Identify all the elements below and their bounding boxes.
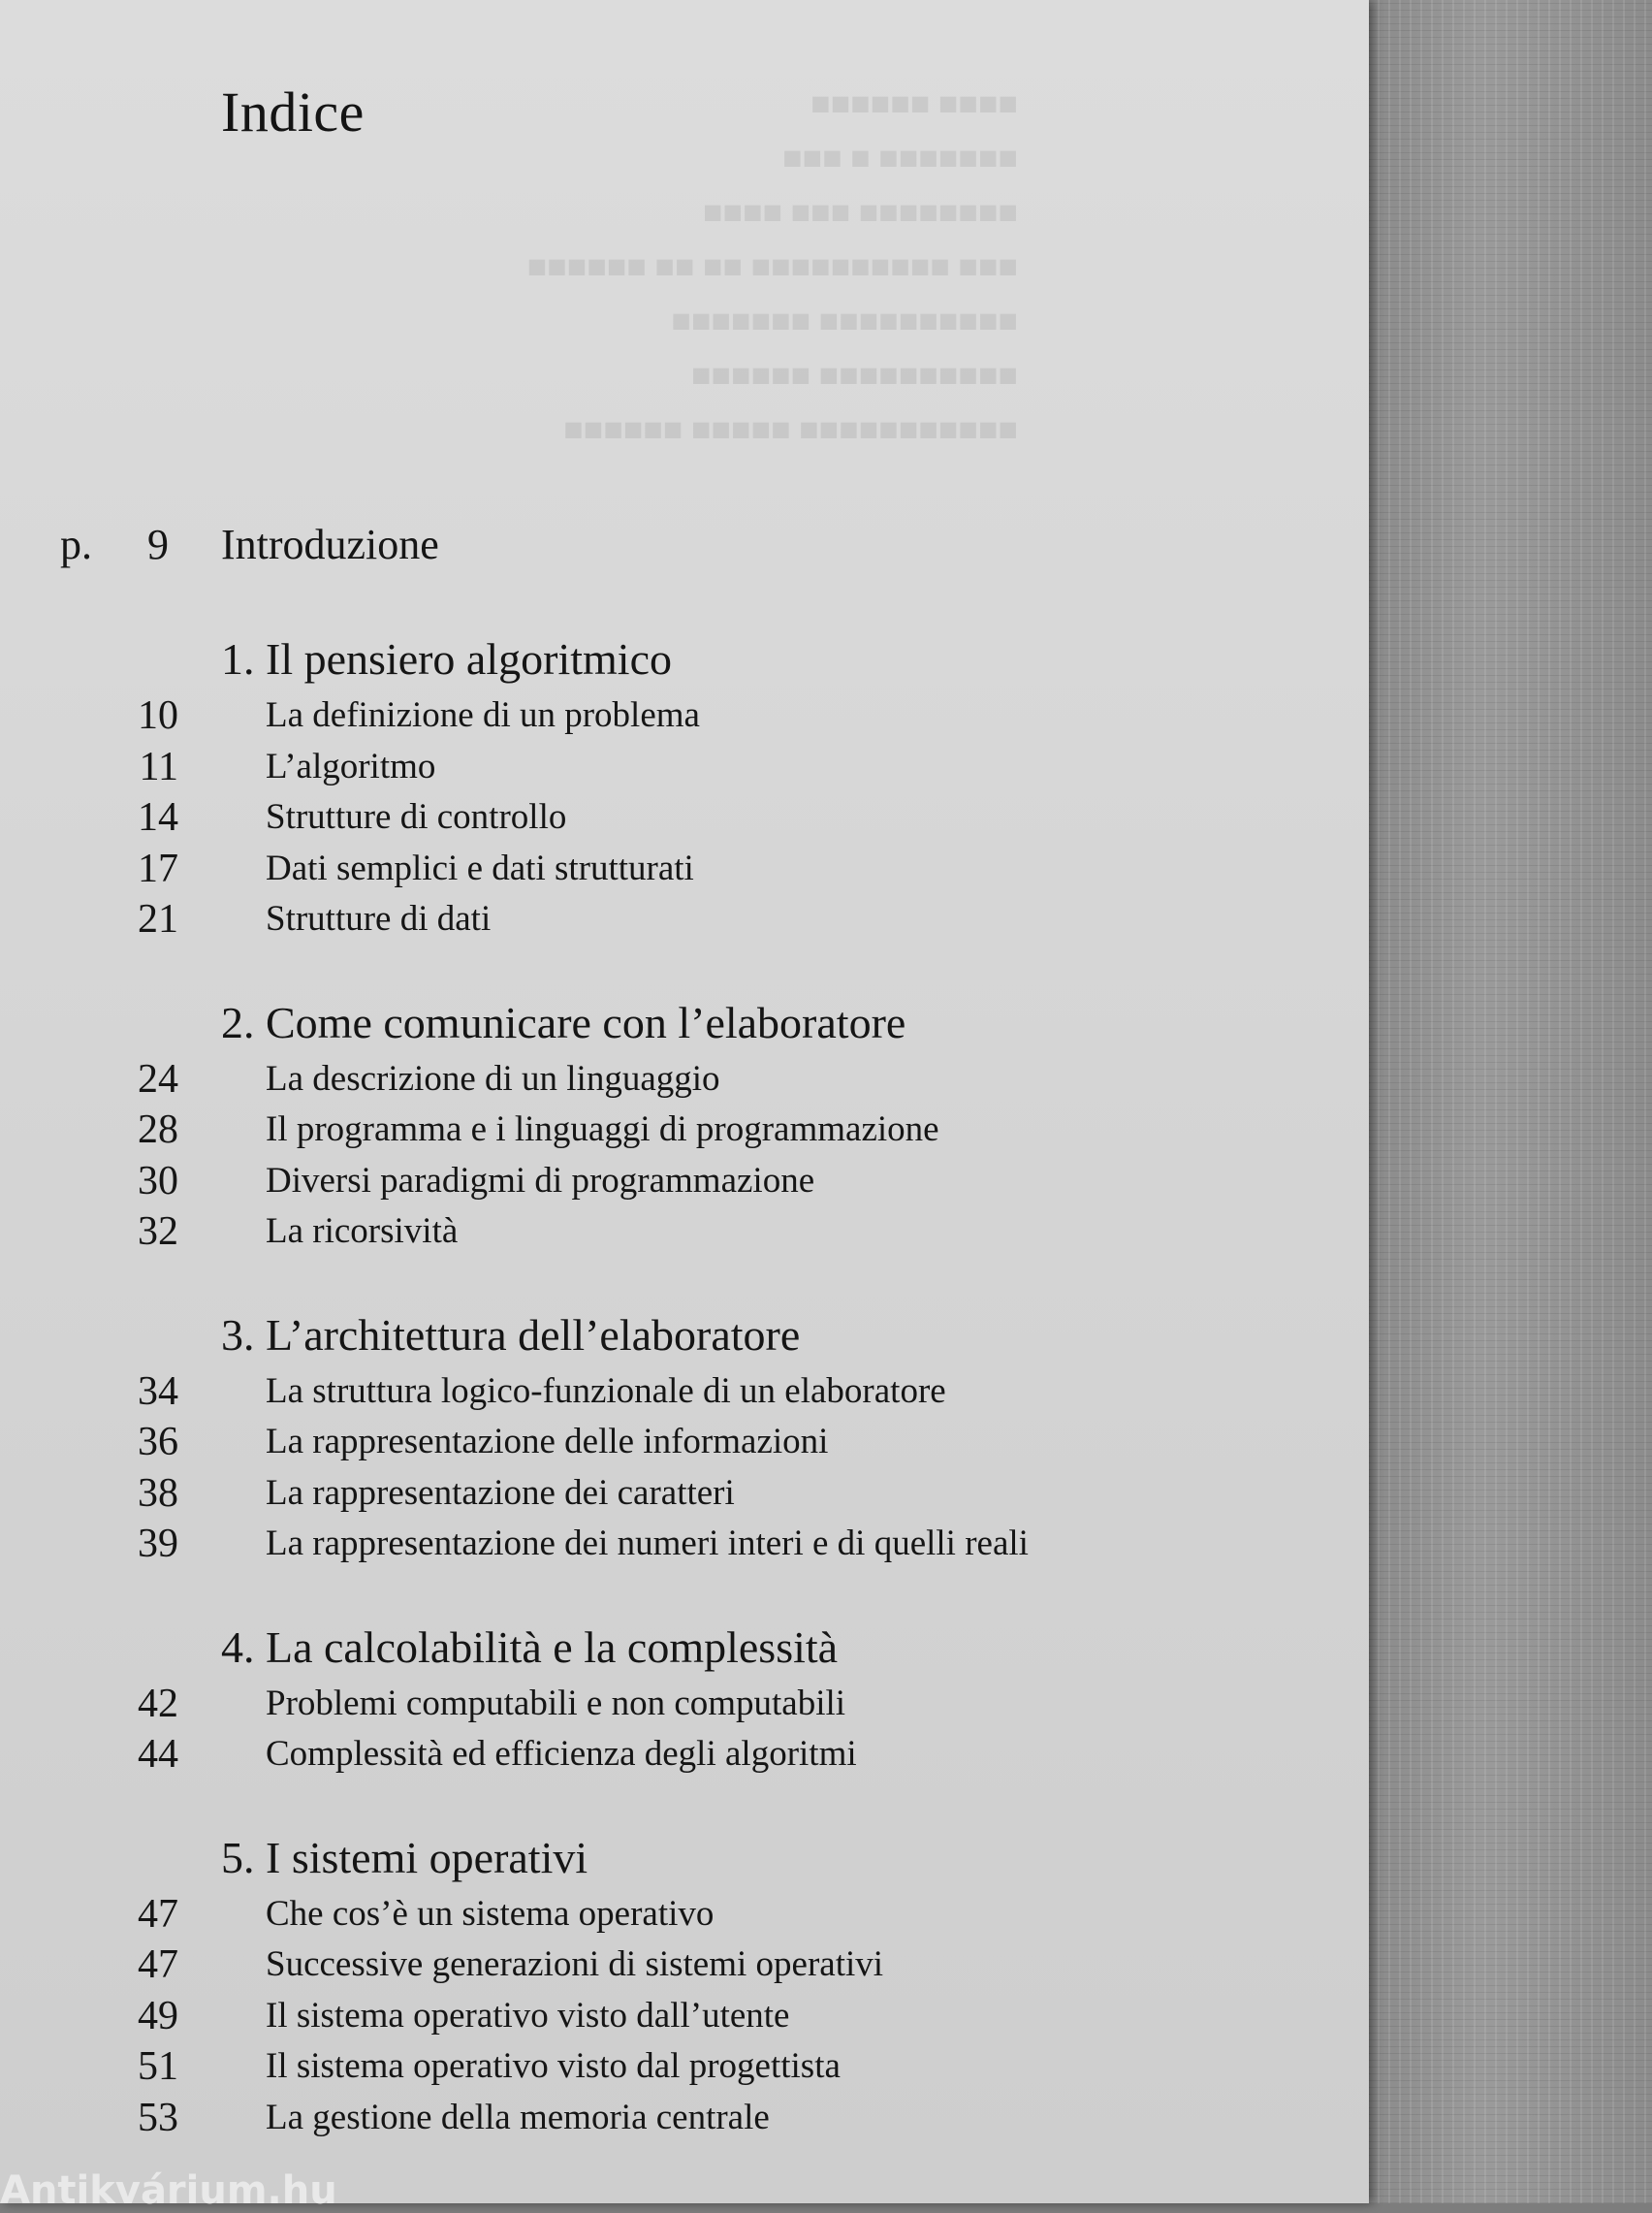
entry-page-number: 44 (138, 1732, 178, 1777)
entry-page-number: 51 (138, 2044, 178, 2089)
entry-title: La rappresentazione dei numeri interi e di quelli reali (266, 1523, 1029, 1563)
toc-entry (0, 1468, 1260, 1520)
entry-title: La rappresentazione delle informazioni (266, 1422, 829, 1461)
entry-title: Il programma e i linguaggi di programmazione (266, 1109, 939, 1149)
entry-page-number: 42 (138, 1681, 178, 1726)
toc-entry (0, 742, 1260, 793)
toc-entry (0, 1519, 1260, 1570)
toc-entry (0, 1889, 1260, 1940)
page-title: Indice (221, 80, 365, 144)
entry-page-number: 30 (138, 1158, 178, 1203)
toc-entry (0, 1679, 1260, 1730)
toc-entry (0, 1729, 1260, 1780)
toc-entry (0, 894, 1260, 946)
toc-entry (0, 1940, 1260, 1991)
entry-title: Complessità ed efficienza degli algoritmi (266, 1734, 857, 1774)
entry-title: Che cos’è un sistema operativo (266, 1893, 715, 1934)
chapter-title: 4. La calcolabilità e la complessità (221, 1621, 839, 1672)
chapter-title: 1. Il pensiero algoritmico (221, 634, 672, 684)
chapter-title: 2. Come comunicare con l’elaboratore (221, 997, 906, 1047)
entry-page-number: 38 (138, 1470, 178, 1516)
toc-entry (0, 690, 1260, 742)
entry-page-number: 39 (138, 1522, 178, 1566)
toc-chapter (0, 1827, 1260, 2144)
entry-page-number: 9 (147, 521, 169, 568)
toc-entry (0, 1417, 1260, 1468)
chapter-list (0, 628, 1260, 2143)
toc-chapter (0, 1304, 1260, 1570)
toc-entry (0, 2041, 1260, 2093)
toc-chapter (0, 1617, 1260, 1780)
entry-page-number: 21 (138, 897, 178, 942)
entry-page-number: 34 (138, 1368, 178, 1414)
entry-title: La definizione di un problema (266, 695, 700, 735)
entry-title: La rappresentazione dei caratteri (266, 1472, 735, 1513)
toc-entry (0, 1156, 1260, 1207)
toc-chapter (0, 628, 1260, 946)
toc-entry (0, 1054, 1260, 1106)
entry-title: Dati semplici e dati strutturati (266, 848, 694, 888)
chapter-title: 5. I sistemi operativi (221, 1832, 588, 1882)
entry-page-number: 32 (138, 1209, 178, 1254)
entry-page-number: 36 (138, 1420, 178, 1464)
entry-page-number: 10 (138, 693, 178, 738)
toc-entry (0, 844, 1260, 895)
entry-title: Il sistema operativo visto dal progettista (266, 2046, 841, 2086)
entry-page-number: 11 (139, 744, 178, 789)
entry-title: Problemi computabili e non computabili (266, 1683, 846, 1723)
background-surface (1367, 0, 1652, 2203)
toc-entry (0, 792, 1260, 844)
page-prefix: p. (60, 521, 92, 568)
entry-page-number: 28 (138, 1107, 178, 1152)
watermark: Antikvárium.hu (0, 2168, 337, 2213)
toc-entry (0, 1105, 1260, 1156)
entry-title: Diversi paradigmi di programmazione (266, 1160, 815, 1201)
show-through-text: ■■■■ ■■■■■■ ■■■■■■■ ■ ■■■ ■■■■■■■■ ■■■ ■■■■ ■■■ ■■■■■■■■■■ ■■ ■■ ■■■■■■ ■■■■■■■■■■ ■■■■■■■ ■■■■■■■■■■ ■■■■■■ ■■■■■■■■■■■ ■■■■■ ■■■■■■ (526, 86, 1018, 448)
toc-entry-introduction (0, 514, 1260, 582)
entry-page-number: 49 (138, 1993, 178, 2038)
entry-title: La gestione della memoria centrale (266, 2097, 770, 2137)
entry-title: La struttura logico-funzionale di un elaboratore (266, 1370, 946, 1411)
toc-entry (0, 1206, 1260, 1258)
entry-page-number: 53 (138, 2095, 178, 2140)
entry-page-number: 14 (138, 795, 178, 840)
entry-page-number: 47 (138, 1942, 178, 1987)
chapter-title: 3. L’architettura dell’elaboratore (221, 1309, 801, 1360)
entry-page-number: 47 (138, 1891, 178, 1937)
table-of-contents (0, 514, 1260, 2143)
toc-entry (0, 2093, 1260, 2144)
entry-title: La ricorsività (266, 1211, 459, 1251)
entry-page-number: 17 (138, 846, 178, 891)
entry-page-number: 24 (138, 1056, 178, 1102)
entry-title: Introduzione (221, 521, 439, 568)
entry-title: Successive generazioni di sistemi operativi (266, 1944, 884, 1984)
toc-chapter (0, 992, 1260, 1258)
entry-title: Strutture di dati (266, 899, 492, 939)
entry-title: Il sistema operativo visto dall’utente (266, 1995, 790, 2036)
entry-title: Strutture di controllo (266, 797, 567, 837)
entry-title: L’algoritmo (266, 746, 436, 786)
toc-entry (0, 1991, 1260, 2042)
entry-title: La descrizione di un linguaggio (266, 1058, 720, 1099)
toc-entry (0, 1366, 1260, 1418)
